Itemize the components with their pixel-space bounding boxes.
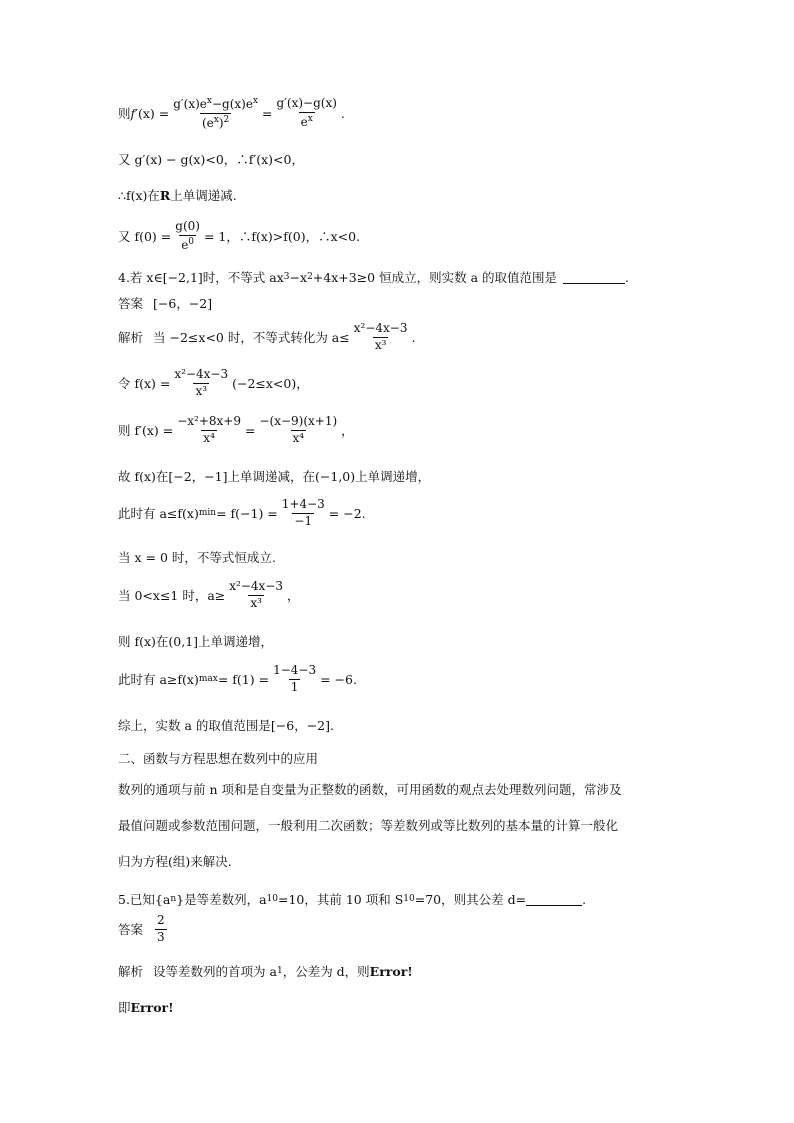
analysis-label: 解析 bbox=[118, 330, 144, 346]
derivative-line bbox=[118, 96, 345, 131]
subscript: n bbox=[170, 894, 177, 904]
denominator: x³ bbox=[195, 383, 208, 398]
analysis-line bbox=[118, 998, 174, 1016]
text: 当 x = 0 时，不等式恒成立. bbox=[118, 550, 276, 565]
denominator: e bbox=[300, 114, 308, 129]
analysis-line bbox=[118, 467, 430, 485]
analysis-line bbox=[118, 716, 334, 734]
denominator: x³ bbox=[374, 337, 387, 352]
subscript: min bbox=[198, 508, 217, 519]
text: = bbox=[262, 105, 273, 121]
exponent: x bbox=[213, 114, 219, 125]
text: f′ bbox=[130, 105, 138, 121]
text-line bbox=[118, 186, 237, 204]
error-text: Error! bbox=[130, 999, 174, 1015]
fraction bbox=[155, 914, 167, 945]
text: =70，则其公差 d= bbox=[414, 892, 527, 907]
text: = bbox=[244, 422, 256, 438]
answer-label: 答案 bbox=[118, 922, 144, 938]
text: 则 f(x)在(0,1]上单调递增， bbox=[118, 634, 274, 649]
text-line bbox=[118, 220, 360, 253]
text: ∴f(x)在 bbox=[118, 188, 160, 203]
denominator: x³ bbox=[250, 595, 262, 610]
exponent: 2 bbox=[223, 114, 230, 125]
exponent: x bbox=[206, 96, 212, 106]
text: 最值问题或参数范围问题，一般利用二次函数；等差数列或等比数列的基本量的计算一般化 bbox=[118, 818, 619, 833]
denominator: ) bbox=[218, 115, 224, 130]
text: 数列的通项与前 n 项和是自变量为正整数的函数，可用函数的观点去处理数列问题，常涉及 bbox=[118, 782, 622, 797]
numerator: −(x−9)(x+1) bbox=[259, 414, 338, 428]
fraction bbox=[227, 580, 285, 611]
answer-value: [−6，−2] bbox=[153, 296, 213, 311]
text: =10，其前 10 项和 S bbox=[278, 892, 404, 907]
analysis-line bbox=[118, 368, 309, 399]
text: . bbox=[625, 269, 629, 285]
numerator: 1+4−3 bbox=[281, 497, 325, 511]
text: 则 f′(x) = bbox=[118, 423, 174, 439]
fraction bbox=[172, 368, 230, 399]
numerator: g(0) bbox=[175, 219, 200, 233]
analysis-line bbox=[118, 548, 276, 566]
analysis-line bbox=[118, 322, 415, 353]
question-5 bbox=[118, 890, 586, 908]
text: 故 f(x)在[−2，−1]上单调递减，在(−1,0)上单调递增， bbox=[118, 469, 431, 484]
answer-4 bbox=[118, 294, 212, 312]
numerator: g′(x)−g(x) bbox=[276, 96, 337, 110]
paragraph-line bbox=[118, 780, 622, 798]
numerator: −g(x)e bbox=[211, 97, 253, 111]
denominator: 1 bbox=[290, 679, 299, 694]
analysis-label: 解析 bbox=[118, 964, 144, 979]
text: 当 −2≤x<0 时，不等式转化为 a≤ bbox=[153, 330, 350, 346]
text: . bbox=[411, 329, 416, 345]
text: (−2≤x<0)， bbox=[232, 376, 309, 392]
text: = 1，∴f(x)>f(0)，∴x<0. bbox=[203, 229, 361, 245]
analysis-line bbox=[118, 962, 413, 980]
text: 又 g′(x) − g(x)<0，∴f′(x)<0， bbox=[118, 152, 304, 167]
answer-blank bbox=[526, 893, 582, 906]
answer-label: 答案 bbox=[118, 296, 144, 311]
analysis-line bbox=[118, 632, 273, 650]
subscript: max bbox=[198, 674, 218, 685]
text: }是等差数列，a bbox=[176, 892, 267, 907]
fraction bbox=[257, 415, 339, 446]
heading-text: 二、函数与方程思想在数列中的应用 bbox=[118, 751, 319, 766]
denominator: x⁴ bbox=[292, 430, 305, 445]
text: . bbox=[582, 891, 587, 907]
denominator: −1 bbox=[294, 513, 313, 528]
text: 又 f(0) = bbox=[118, 229, 172, 245]
section-heading bbox=[118, 749, 318, 767]
denominator: (e bbox=[201, 115, 214, 130]
numerator: x²−4x−3 bbox=[353, 321, 408, 335]
exponent: x bbox=[307, 113, 313, 124]
text: 则 bbox=[118, 106, 131, 122]
text: = f(−1) = bbox=[216, 505, 278, 521]
text: ， bbox=[341, 423, 354, 439]
fraction bbox=[280, 498, 327, 529]
fraction bbox=[271, 664, 318, 695]
fraction bbox=[352, 322, 410, 353]
answer-5 bbox=[118, 914, 169, 945]
text: 此时有 a≤f(x) bbox=[118, 506, 199, 522]
fraction bbox=[274, 97, 338, 130]
error-text: Error! bbox=[369, 963, 413, 979]
fraction bbox=[175, 415, 243, 446]
text: ，公差为 d，则 bbox=[282, 964, 370, 979]
subscript: 10 bbox=[403, 894, 415, 904]
text: 4.若 x∈[−2,1]时，不等式 ax bbox=[118, 270, 284, 285]
text: 令 f(x) = bbox=[118, 376, 171, 392]
numerator: 2 bbox=[157, 913, 165, 927]
text: 综上，实数 a 的取值范围是[−6，−2]. bbox=[118, 718, 334, 733]
text: 设等差数列的首项为 a bbox=[153, 964, 277, 979]
paragraph-line bbox=[118, 816, 618, 834]
text: = −2. bbox=[328, 505, 366, 521]
text: ， bbox=[287, 588, 300, 604]
text: 此时有 a≥f(x) bbox=[118, 672, 199, 688]
analysis-line bbox=[118, 415, 354, 446]
text: = −6. bbox=[320, 671, 357, 687]
numerator: x²−4x−3 bbox=[229, 579, 284, 593]
text: −x bbox=[289, 269, 308, 285]
subscript: 10 bbox=[266, 894, 278, 904]
numerator: 1−4−3 bbox=[273, 663, 317, 677]
numerator: −x²+8x+9 bbox=[177, 414, 241, 428]
text-line bbox=[118, 150, 304, 168]
analysis-line bbox=[118, 498, 366, 529]
subscript: 1 bbox=[276, 966, 283, 976]
analysis-line bbox=[118, 580, 300, 611]
text: (x) = bbox=[137, 105, 170, 121]
exponent: 0 bbox=[188, 236, 195, 247]
question-4 bbox=[118, 268, 629, 286]
paragraph-line bbox=[118, 852, 232, 870]
numerator: g′(x)e bbox=[173, 97, 207, 111]
denominator: x⁴ bbox=[203, 430, 215, 445]
analysis-line bbox=[118, 664, 357, 695]
text: 5.已知{a bbox=[118, 892, 171, 907]
text: +4x+3≥0 恒成立，则实数 a 的取值范围是 bbox=[312, 270, 557, 285]
denominator: 3 bbox=[157, 929, 165, 944]
fraction bbox=[171, 96, 260, 131]
text: 即 bbox=[118, 1000, 131, 1015]
fraction bbox=[173, 220, 202, 253]
numerator: x²−4x−3 bbox=[174, 367, 229, 381]
text: = f(1) = bbox=[217, 671, 270, 687]
answer-blank bbox=[563, 271, 625, 284]
exponent: 3 bbox=[283, 272, 290, 282]
text: . bbox=[340, 105, 345, 121]
exponent: 2 bbox=[307, 272, 313, 282]
text: 当 0<x≤1 时，a≥ bbox=[118, 588, 226, 604]
text: 上单调递减. bbox=[170, 188, 237, 203]
denominator: e bbox=[181, 237, 189, 252]
text: R bbox=[159, 187, 171, 203]
text: 归为方程(组)来解决. bbox=[118, 854, 232, 869]
exponent: x bbox=[252, 96, 258, 106]
